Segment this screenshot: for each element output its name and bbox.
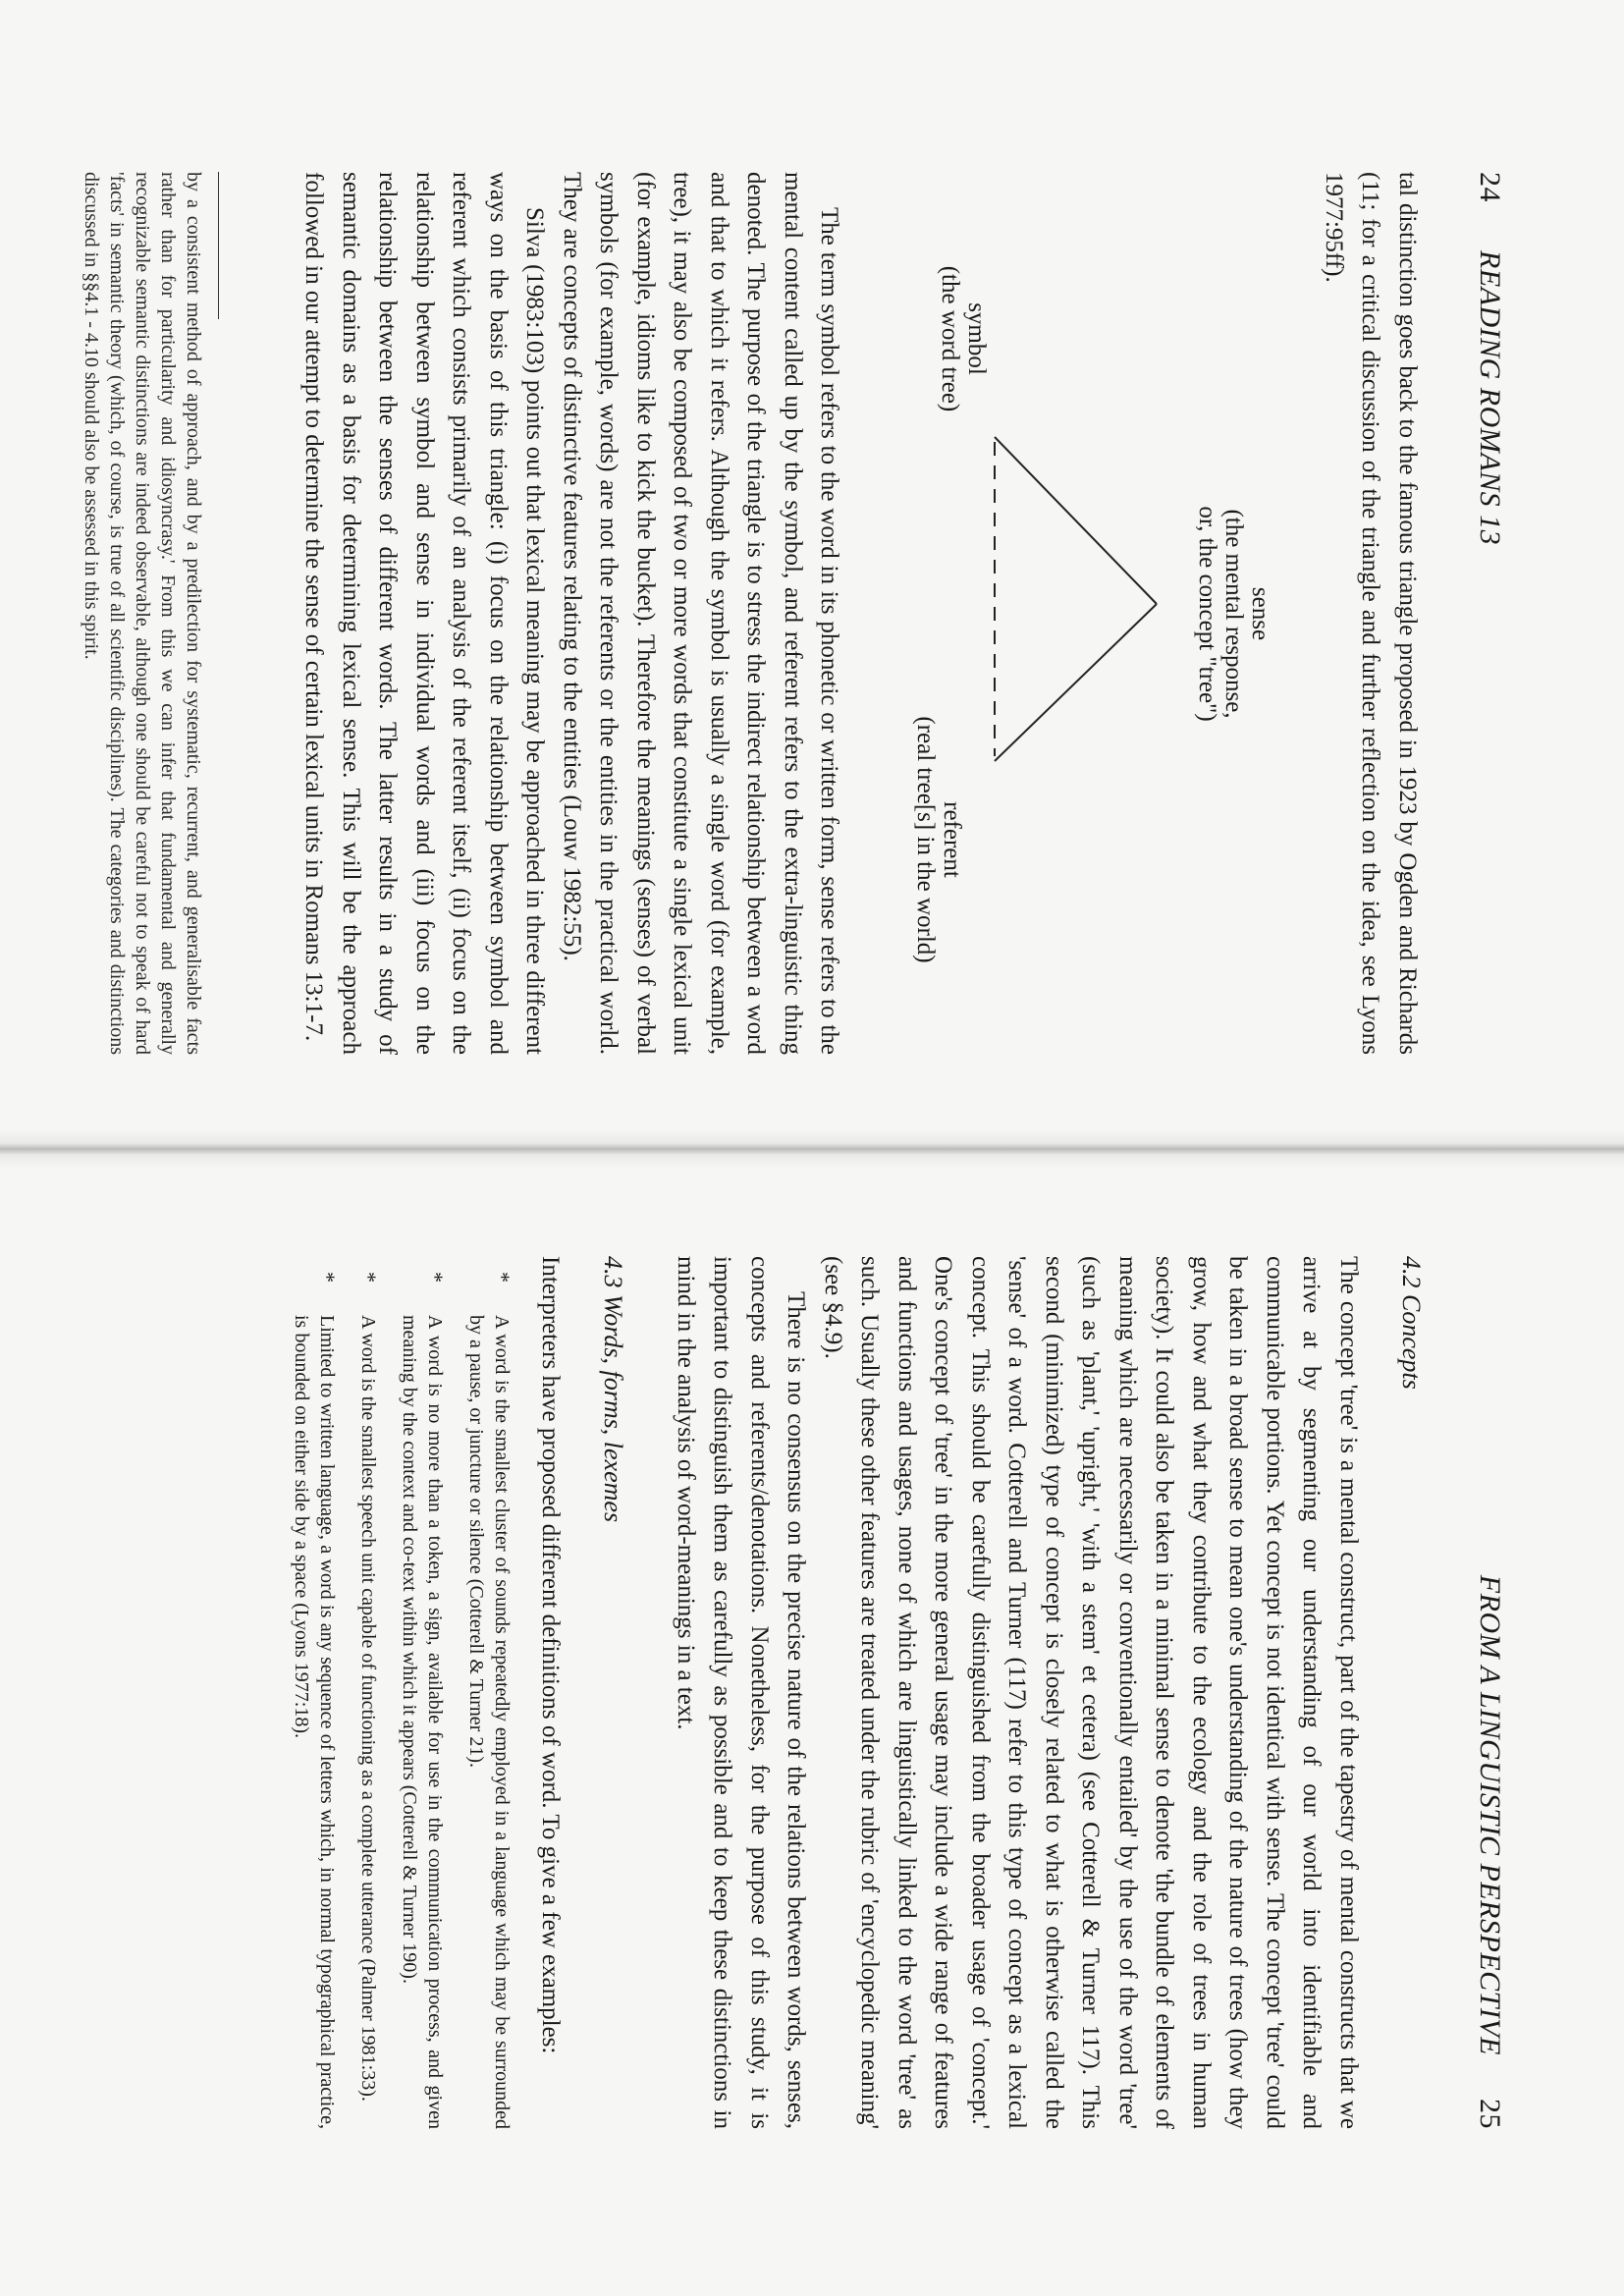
example-text: A word is no more than a token, a sign, available for use in the communication process, and given meaning by the context and co-text within which it appears (Cotterell & Turner 190). — [399, 1315, 446, 2129]
right-page — [0, 1148, 1624, 2296]
list-item — [397, 1256, 448, 2129]
section-4-2-heading: 4.2 Concepts — [1397, 1256, 1426, 1390]
referent-label-line2: (real tree[s] in the world) — [912, 716, 940, 963]
symbol-label-line1: symbol — [963, 302, 991, 375]
sense-label-line2: (the mental response, — [1220, 509, 1248, 719]
section-4-3-paragraph-1: Interpreters have proposed different definitions of word. To give a few examples: — [537, 1256, 565, 2054]
example-text: Limited to written language, a word is any sequence of letters which, in normal typographical practice, is bounded on either side by a space (Lyons 1977:18). — [291, 1315, 338, 2129]
triangle-right-edge — [996, 604, 1158, 761]
list-item — [463, 1256, 514, 2129]
symbol-label — [938, 221, 991, 457]
section-spacer — [628, 1256, 668, 2129]
section-4-2-paragraph-1: The concept 'tree' is a mental construct, part of the tapestry of mental constructs that we arrive at by segmenting our understanding of our world into identifiable and communicable portions. Yet concept is not identical with sense. The concept 'tree' could be taken in a broad sense to mean one's understanding of the nature of trees (how they grow, how and what they contribute to the ecology and the role of trees in human society). It could also be taken in a minimal sense to denote 'the bundle of elements of meaning which are necessarily or conventionally entailed' by the use of the word 'tree' (such as 'plant,' 'upright,' 'with a stem' et cetera) (see Cotterell & Turner 117). This second (minimized) type of concept is closely related to what is otherwise called the 'sense' of a word. Cotterell and Turner (117) refer to this type of concept as a lexical concept. This should be carefully distinguished from the broader usage of 'concept.' One's concept of 'tree' in the more general usage may include a wide range of features and functions and usages, none of which are linguistically linked to the word 'tree' as such. Usually these other features are treated under the rubric of 'encyclopedic meaning' (see §4.9). — [820, 1256, 1362, 2129]
left-running-head-text: READING ROMANS 13 — [1474, 250, 1506, 546]
referent-label — [913, 683, 966, 997]
example-text: A word is the smallest cluster of sounds repeatedly employed in a language which may be surrounded by a pause, or juncture or silence (Cotterell & Turner 21). — [465, 1315, 513, 2129]
semantic-triangle-diagram — [878, 211, 1290, 997]
example-text: A word is the smallest speech unit capable of functioning as a complete utterance (Palmer 1981:33). — [357, 1315, 379, 2102]
referent-label-line1: referent — [939, 801, 966, 878]
right-page-number: 25 — [1474, 2099, 1506, 2129]
left-footnote: by a consistent method of approach, and by a predilection for systematic, recurrent, and generalisable facts rather than for particularity and idiosyncrasy.' From this we can infer that fundamental and generally recognizable semantic distinctions are indeed observable, although one should be careful not to speak of hard 'facts' in semantic theory (which, of course, is true of all scientific disciplines). The categories and distinctions discussed in §§4.1 - 4.10 should also be assessed in this spirit. — [81, 172, 204, 1055]
left-running-head — [1463, 172, 1506, 1055]
left-paragraph-silva: Silva (1983:103) points out that lexical meaning may be approached in three different ways on the basis of this triangle: (i) focus on the relationship between symbol and referent which consists primarily of an analysis of the referent itself, (ii) focus on the relationship between symbol and sense in individual words and (iii) focus on the relationship between the senses of different words. The latter results in a study of semantic domains as a basis for determining lexical sense. This will be the approach followed in our attempt to determine the sense of certain lexical units in Romans 13:1-7. — [300, 172, 549, 1055]
triangle-left-edge — [996, 437, 1158, 604]
bullet-star-icon: * — [356, 1272, 381, 1283]
list-item — [355, 1256, 381, 2129]
section-4-2-paragraph-2: There is no consensus on the precise nature of the relations between words, senses, concepts and referents/denotations. Nonetheless, for the purpose of this study, it is important to distinguish them as carefully as possible and to keep these distinctions in mind in the analysis of word-meanings in a text. — [673, 1256, 810, 2129]
symbol-label-line2: (the word tree) — [937, 265, 964, 412]
right-running-head — [1463, 1256, 1506, 2129]
list-item — [289, 1256, 340, 2129]
sense-label-line1: sense — [1247, 586, 1274, 641]
word-definition-list — [289, 1256, 514, 2129]
sense-label — [1195, 457, 1274, 771]
right-running-head-text: FROM A LINGUISTIC PERSPECTIVE — [1474, 1574, 1506, 2055]
footnote-divider — [218, 172, 219, 319]
section-4-3-heading: 4.3 Words, forms, lexemes — [599, 1256, 628, 1523]
left-page-number: 24 — [1474, 172, 1506, 202]
bullet-star-icon: * — [490, 1272, 514, 1283]
sense-label-line3: or, the concept "tree") — [1194, 506, 1221, 722]
bullet-star-icon: * — [315, 1272, 340, 1283]
left-intro-paragraph: tal distinction goes back to the famous triangle proposed in 1923 by Ogden and Richards (11; for a critical discussion of the triangle and further reflection on the idea, see Lyons 1977:95ff). — [1321, 172, 1421, 1055]
bullet-star-icon: * — [423, 1272, 448, 1283]
left-paragraph-symbol-sense-referent: The term symbol refers to the word in its phonetic or written form, sense refers to the mental content called up by the symbol, and referent refers to the extra-linguistic thing denoted. The purpose of the triangle is to stress the indirect relationship between a word and that to which it refers. Although the symbol is usually a single word (for example, tree), it may also be composed of two or more words that constitute a single lexical unit (for example, idioms like to kick the bucket). Therefore the meanings (senses) of verbal symbols (for example, words) are not the referents or the entities in the practical world. They are concepts of distinctive features relating to the entities (Louw 1982:55). — [559, 172, 843, 1055]
